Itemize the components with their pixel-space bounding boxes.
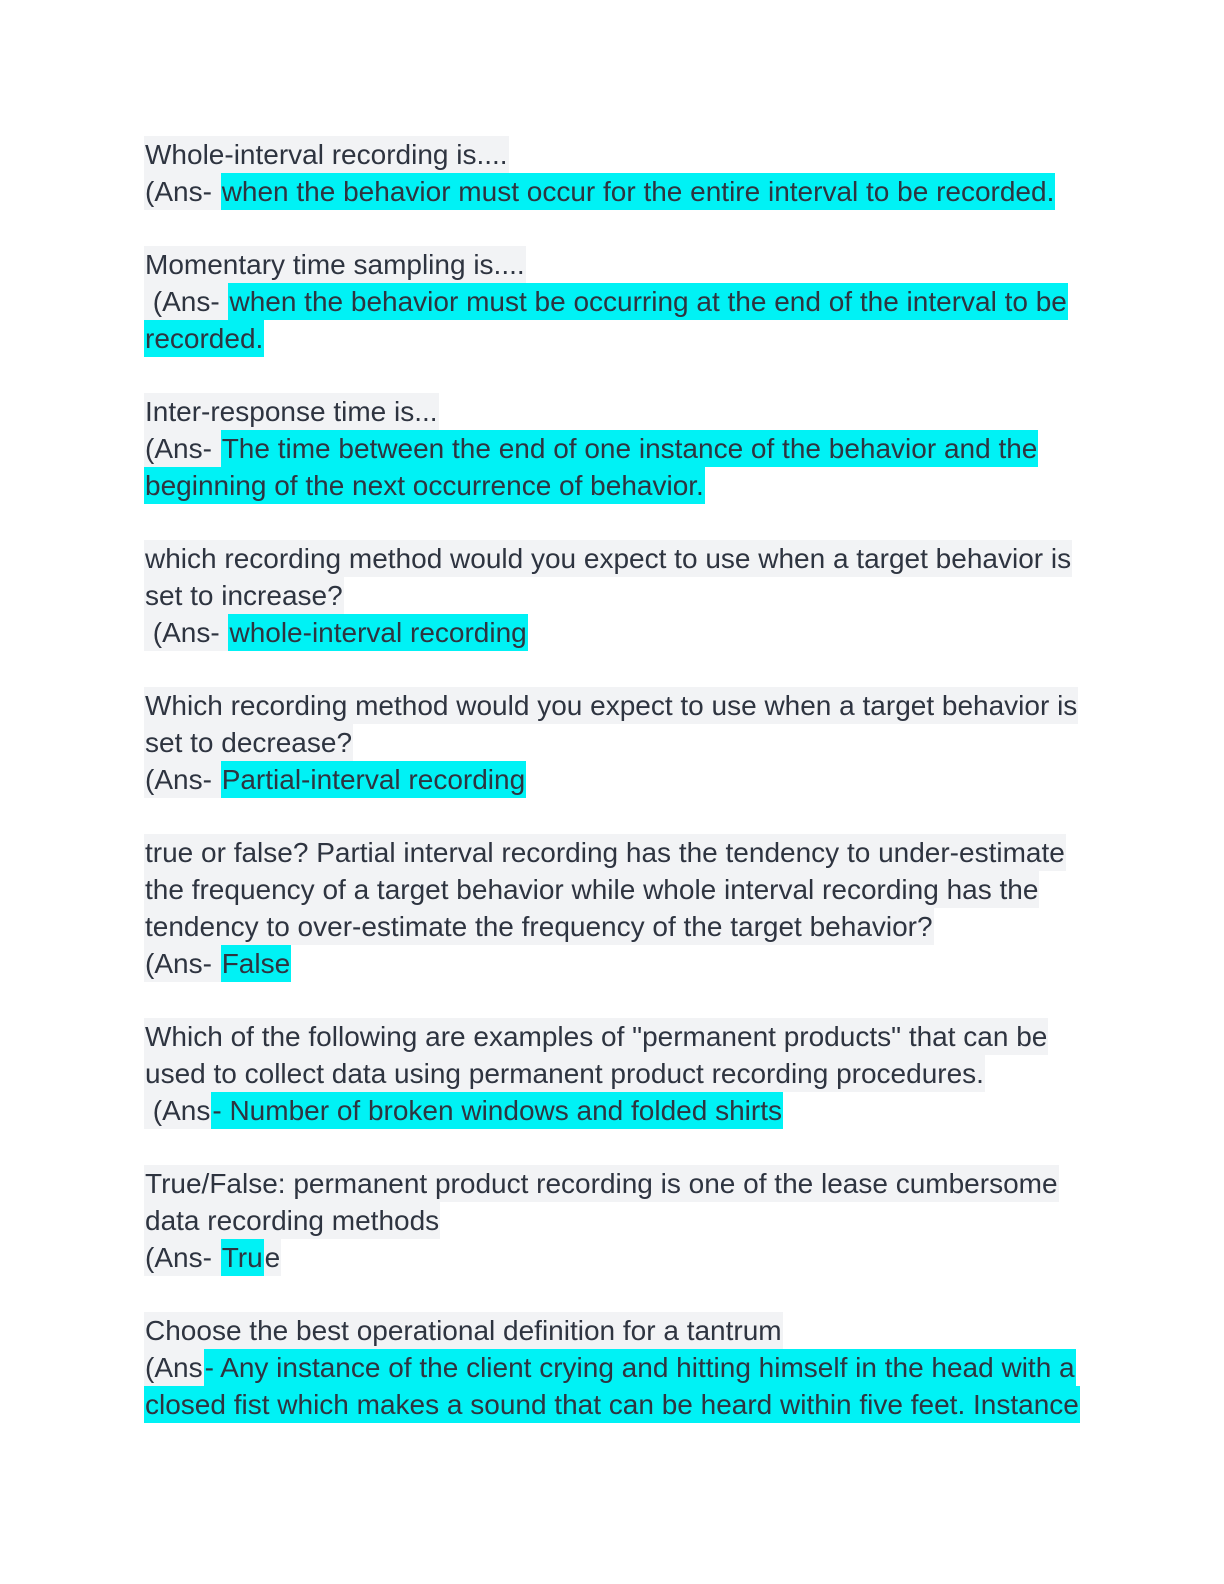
text-line bbox=[144, 283, 1114, 320]
answer-highlight-text: Tru bbox=[221, 1239, 264, 1276]
answer-highlight-text: beginning of the next occurrence of behavior. bbox=[144, 467, 705, 504]
qa-block bbox=[144, 393, 1114, 504]
question-text: which recording method would you expect to use when a target behavior is bbox=[144, 540, 1072, 577]
text-line bbox=[144, 761, 1114, 798]
text-line bbox=[144, 173, 1114, 210]
qa-block bbox=[144, 136, 1114, 210]
qa-block bbox=[144, 1165, 1114, 1276]
answer-highlight-text: whole-interval recording bbox=[228, 614, 527, 651]
question-text: Choose the best operational definition for a tantrum bbox=[144, 1312, 783, 1349]
text-line bbox=[144, 1386, 1114, 1423]
answer-highlight-text: False bbox=[221, 945, 291, 982]
question-text: (Ans- bbox=[144, 614, 228, 651]
text-line bbox=[144, 834, 1114, 871]
text-line bbox=[144, 1165, 1114, 1202]
text-line bbox=[144, 467, 1114, 504]
answer-highlight-text: Partial-interval recording bbox=[221, 761, 526, 798]
question-text: (Ans bbox=[144, 1349, 204, 1386]
text-line bbox=[144, 871, 1114, 908]
text-line bbox=[144, 1055, 1114, 1092]
answer-highlight-text: - Number of broken windows and folded shirts bbox=[211, 1092, 783, 1129]
question-text: Momentary time sampling is.... bbox=[144, 246, 526, 283]
text-line bbox=[144, 1239, 1114, 1276]
question-text: Which recording method would you expect to use when a target behavior is bbox=[144, 687, 1078, 724]
question-text: set to increase? bbox=[144, 577, 344, 614]
text-line bbox=[144, 540, 1114, 577]
qa-block bbox=[144, 1018, 1114, 1129]
question-text: (Ans bbox=[144, 1092, 211, 1129]
answer-highlight-text: closed fist which makes a sound that can be heard within five feet. Instance bbox=[144, 1386, 1080, 1423]
qa-block bbox=[144, 1312, 1114, 1423]
text-line bbox=[144, 393, 1114, 430]
question-text: Inter-response time is... bbox=[144, 393, 439, 430]
question-text: Which of the following are examples of "permanent products" that can be bbox=[144, 1018, 1048, 1055]
answer-highlight-text: - Any instance of the client crying and hitting himself in the head with a bbox=[204, 1349, 1076, 1386]
question-text: the frequency of a target behavior while whole interval recording has the bbox=[144, 871, 1039, 908]
qa-block bbox=[144, 687, 1114, 798]
answer-highlight-text: when the behavior must be occurring at the end of the interval to be bbox=[228, 283, 1067, 320]
question-text: (Ans- bbox=[144, 173, 221, 210]
question-text: data recording methods bbox=[144, 1202, 440, 1239]
text-line bbox=[144, 577, 1114, 614]
question-text: (Ans- bbox=[144, 945, 221, 982]
text-line bbox=[144, 1018, 1114, 1055]
question-text: tendency to over-estimate the frequency of the target behavior? bbox=[144, 908, 934, 945]
question-text: (Ans- bbox=[144, 1239, 221, 1276]
question-text: e bbox=[264, 1239, 282, 1276]
text-line bbox=[144, 614, 1114, 651]
answer-highlight-text: The time between the end of one instance of the behavior and the bbox=[221, 430, 1039, 467]
text-line bbox=[144, 908, 1114, 945]
question-text: used to collect data using permanent product recording procedures. bbox=[144, 1055, 985, 1092]
question-text: Whole-interval recording is.... bbox=[144, 136, 509, 173]
text-line bbox=[144, 1312, 1114, 1349]
qa-block bbox=[144, 540, 1114, 651]
text-line bbox=[144, 1349, 1114, 1386]
text-line bbox=[144, 320, 1114, 357]
text-line bbox=[144, 136, 1114, 173]
question-text: (Ans- bbox=[144, 283, 228, 320]
text-line bbox=[144, 1092, 1114, 1129]
text-line bbox=[144, 724, 1114, 761]
answer-highlight-text: when the behavior must occur for the entire interval to be recorded. bbox=[221, 173, 1056, 210]
question-text: True/False: permanent product recording is one of the lease cumbersome bbox=[144, 1165, 1059, 1202]
text-line bbox=[144, 1202, 1114, 1239]
question-text: (Ans- bbox=[144, 761, 221, 798]
text-line bbox=[144, 430, 1114, 467]
question-text: set to decrease? bbox=[144, 724, 353, 761]
text-line bbox=[144, 687, 1114, 724]
qa-block bbox=[144, 246, 1114, 357]
text-line bbox=[144, 246, 1114, 283]
answer-highlight-text: recorded. bbox=[144, 320, 264, 357]
text-line bbox=[144, 945, 1114, 982]
qa-block bbox=[144, 834, 1114, 982]
question-text: (Ans- bbox=[144, 430, 221, 467]
question-text: true or false? Partial interval recording has the tendency to under-estimate bbox=[144, 834, 1066, 871]
